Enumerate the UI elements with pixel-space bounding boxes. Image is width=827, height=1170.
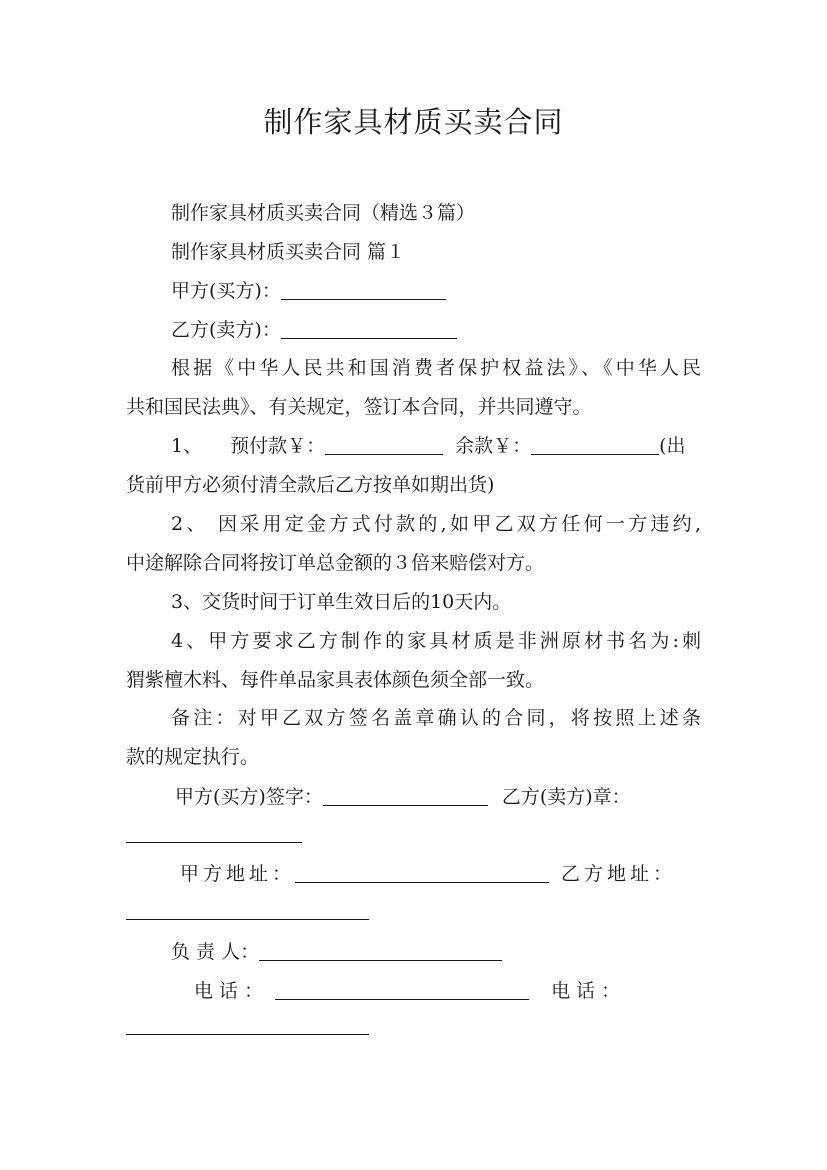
note-line-1: 备注：对甲乙双方签名盖章确认的合同，将按照上述条	[171, 707, 701, 729]
party-b-label: 乙方(卖方)：	[171, 319, 281, 341]
subtitle: 制作家具材质买卖合同（精选３篇）	[171, 202, 476, 224]
item-3: 3、交货时间于订单生效日后的10天内。	[171, 591, 512, 613]
item-4-line-2: 猬紫檀木料、每件单品家具表体颜色须全部一致。	[126, 669, 545, 691]
sign-a-label: 甲方(买方)签字：	[175, 786, 323, 808]
item-2-line-1: 2、 因采用定金方式付款的,如甲乙双方任何一方违约,	[171, 513, 701, 535]
note-line-2: 款的规定执行。	[126, 746, 260, 768]
phone-a-label: 电 话 ：	[194, 980, 264, 1002]
party-a-line	[171, 279, 446, 303]
item-1-line-1	[171, 434, 686, 458]
item-2-line-2: 中途解除合同将按订单总金额的３倍来赔偿对方。	[126, 552, 545, 574]
section-heading: 制作家具材质买卖合同 篇１	[171, 241, 406, 263]
sign-b-blank[interactable]	[126, 842, 302, 843]
phone-line	[194, 979, 620, 1003]
signature-line	[175, 785, 631, 809]
address-a-label: 甲方地址：	[180, 863, 296, 885]
prepayment-label: 预付款￥：	[230, 435, 326, 457]
responsible-blank[interactable]	[259, 941, 502, 961]
balance-blank[interactable]	[531, 435, 659, 455]
party-b-blank[interactable]	[281, 319, 457, 339]
phone-b-blank[interactable]	[126, 1034, 369, 1035]
item-1-line-2: 货前甲方必须付清全款后乙方按单如期出货)	[126, 474, 495, 496]
prepayment-blank[interactable]	[325, 435, 443, 455]
phone-a-blank[interactable]	[275, 980, 529, 1000]
address-b-label: 乙方地址：	[561, 863, 677, 885]
item-1-tail: (出	[659, 435, 686, 457]
intro-line-1: 根据《中华人民共和国消费者保护权益法》、《中华人民	[171, 357, 701, 379]
item-1-number: 1、	[171, 435, 203, 457]
address-line	[180, 862, 676, 886]
party-a-label: 甲方(买方)：	[171, 280, 281, 302]
balance-label: 余款￥：	[455, 435, 532, 457]
sign-a-blank[interactable]	[323, 786, 488, 806]
responsible-label: 负 责 人：	[171, 941, 260, 963]
address-b-blank[interactable]	[126, 919, 369, 920]
item-4-line-1: 4、甲方要求乙方制作的家具材质是非洲原材书名为:刺	[171, 630, 701, 652]
sign-b-label: 乙方(卖方)章：	[501, 786, 631, 808]
phone-b-label: 电 话 ：	[551, 980, 621, 1002]
intro-line-2: 共和国民法典》、有关规定，签订本合同，并共同遵守。	[126, 396, 592, 418]
party-b-line	[171, 318, 457, 342]
responsible-line	[171, 940, 502, 964]
document-title: 制作家具材质买卖合同	[263, 105, 564, 139]
party-a-blank[interactable]	[281, 280, 446, 300]
address-a-blank[interactable]	[295, 863, 549, 883]
